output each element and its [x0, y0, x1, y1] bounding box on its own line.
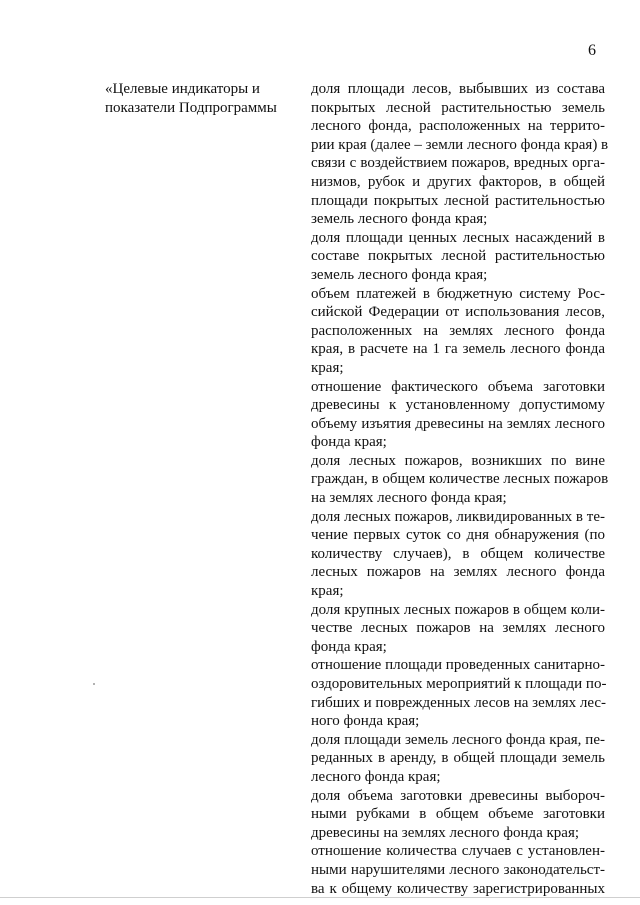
indicator-list	[311, 80, 609, 898]
indicator-line: оздоровительных мероприятий к площади по-	[311, 676, 607, 692]
indicator-line: расположенных на землях лесного фонда	[311, 322, 605, 339]
indicator-line: объем платежей в бюджетную систему Рос-	[311, 285, 605, 302]
indicator-line: земель лесного фонда края;	[311, 211, 488, 228]
indicator-line: края;	[311, 583, 344, 600]
indicator-line: граждан, в общем количестве лесных пожаров	[311, 471, 609, 488]
scan-speck	[93, 683, 95, 685]
indicator-line: доля крупных лесных пожаров в общем коли-	[311, 601, 605, 618]
indicator-line: рии края (далее – земли лесного фонда края) в	[311, 136, 609, 153]
row-label-line: «Целевые индикаторы и	[105, 81, 260, 97]
indicator-line: края, в расчете на 1 га земель лесного фонда	[311, 341, 605, 358]
indicator-line: доля лесных пожаров, ликвидированных в те-	[311, 508, 605, 525]
indicator-line: древесины к установленному допустимому	[311, 397, 605, 414]
page-number: 6	[588, 42, 596, 59]
row-label-line: показатели Подпрограммы	[105, 99, 277, 116]
indicator-line: доля площади лесов, выбывших из состава	[311, 81, 605, 97]
indicator-line: составе покрытых лесной растительностью	[311, 248, 605, 265]
indicator-line: доля объема заготовки древесины выбороч-	[311, 787, 605, 804]
indicator-line: доля площади земель лесного фонда края, пе-	[311, 731, 605, 748]
indicator-line: ного фонда края;	[311, 713, 420, 730]
indicator-line: земель лесного фонда края;	[311, 266, 488, 283]
indicator-line: лесных пожаров на землях лесного фонда	[311, 564, 605, 581]
indicator-line: гибших и поврежденных лесов на землях лес-	[311, 694, 607, 711]
indicator-line: покрытых лесной растительностью земель	[311, 99, 605, 116]
indicator-line: лесного фонда, расположенных на террито-	[311, 118, 605, 135]
indicator-line: доля площади ценных лесных насаждений в	[311, 229, 605, 246]
page-bottom-edge	[0, 897, 640, 898]
indicator-line: ными рубками в общем объеме заготовки	[311, 806, 605, 823]
indicator-line: чение первых суток со дня обнаружения (по	[311, 527, 605, 544]
row-label	[105, 80, 295, 117]
indicator-line: отношение площади проведенных санитарно-	[311, 657, 605, 674]
indicator-line: площади покрытых лесной растительностью	[311, 192, 605, 209]
indicator-line: фонда края;	[311, 638, 387, 655]
indicator-line: объему изъятия древесины на землях лесного	[311, 415, 605, 432]
indicator-line: связи с воздействием пожаров, вредных орга-	[311, 155, 605, 172]
indicator-line: количеству случаев), в общем количестве	[311, 545, 605, 562]
indicator-line: края;	[311, 359, 344, 376]
indicator-line: отношение количества случаев с установлен-	[311, 843, 605, 860]
indicator-line: на землях лесного фонда края;	[311, 490, 507, 507]
indicator-line: ва к общему количеству зарегистрированных	[311, 880, 605, 897]
indicator-line: древесины на землях лесного фонда края;	[311, 824, 580, 841]
indicator-line: реданных в аренду, в общей площади земель	[311, 750, 605, 767]
indicator-line: доля лесных пожаров, возникших по вине	[311, 452, 605, 469]
indicator-line: сийской Федерации от использования лесов,	[311, 304, 605, 321]
indicator-line: честве лесных пожаров на землях лесного	[311, 620, 605, 637]
indicator-line: низмов, рубок и других факторов, в общей	[311, 173, 605, 190]
indicator-line: отношение фактического объема заготовки	[311, 378, 605, 395]
indicator-line: лесного фонда края;	[311, 768, 441, 785]
indicator-line: ными нарушителями лесного законодательст-	[311, 861, 605, 878]
indicator-line: фонда края;	[311, 434, 387, 451]
